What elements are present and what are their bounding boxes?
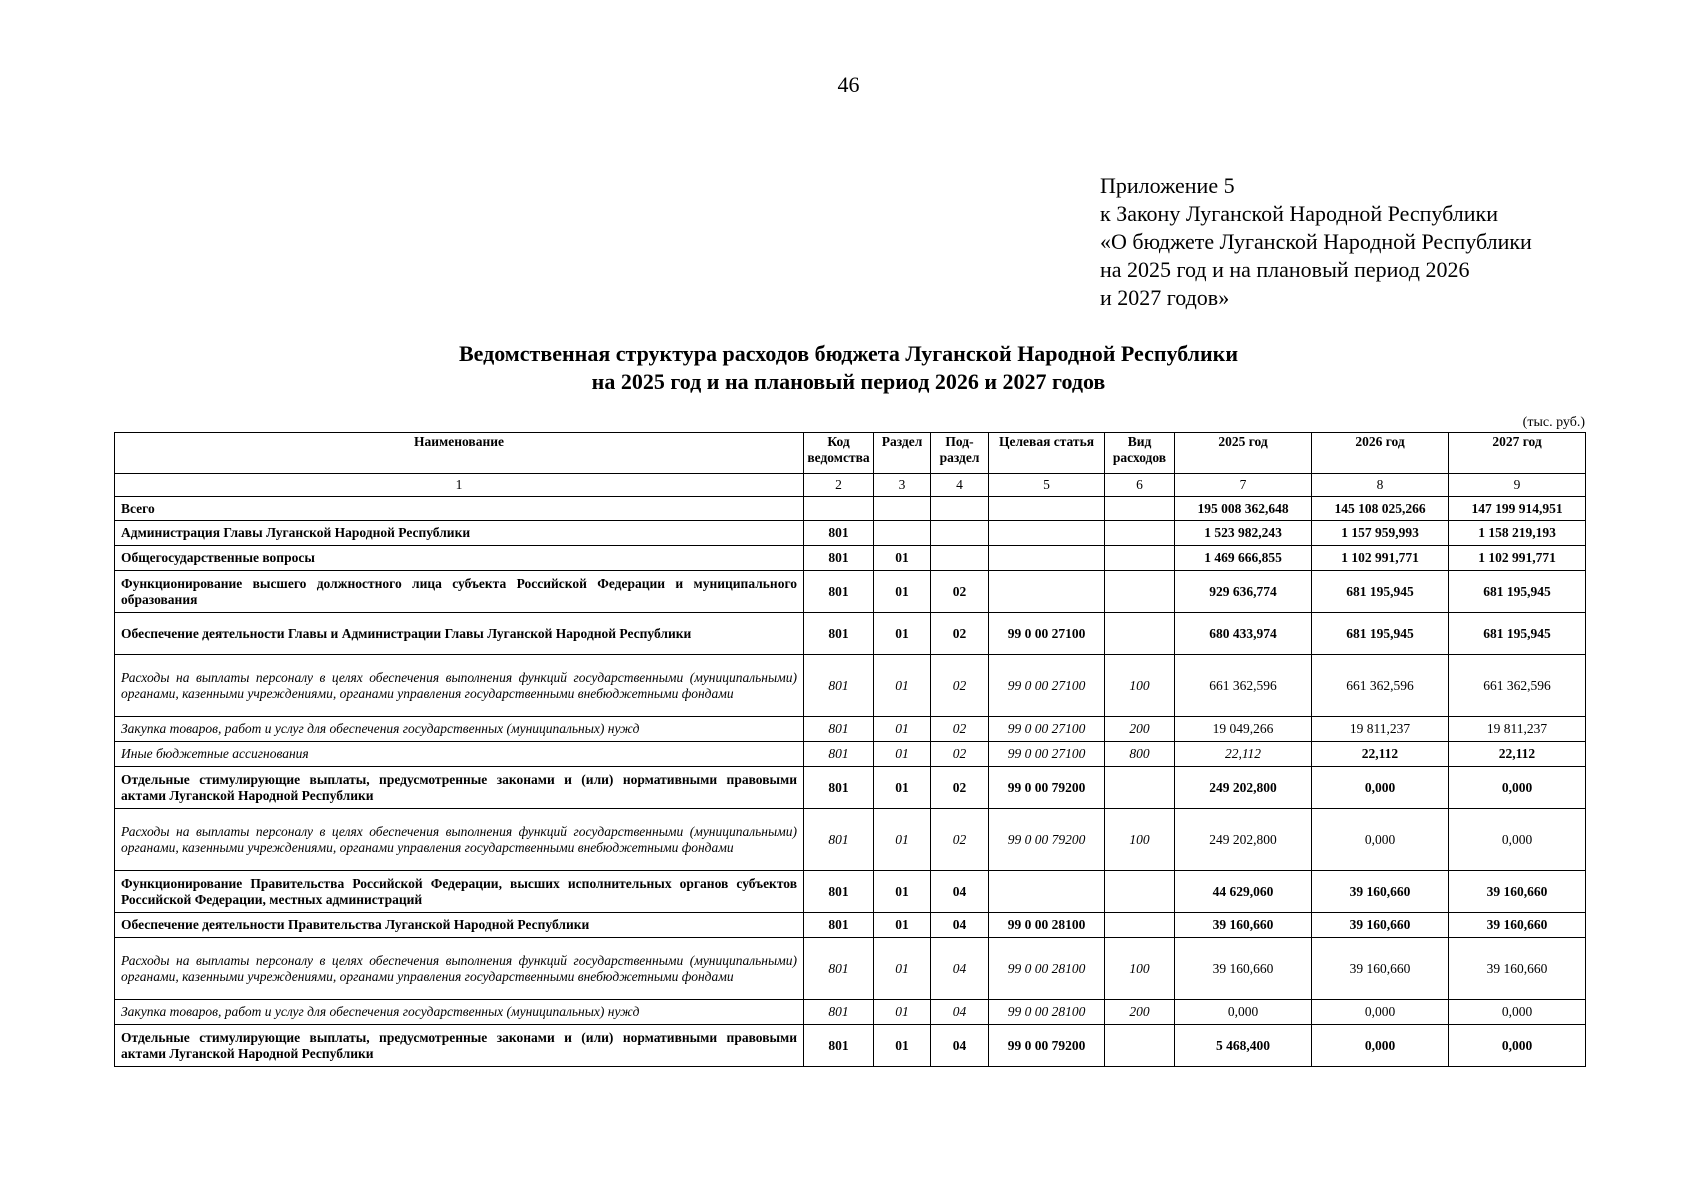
table-row [115, 497, 1586, 521]
row-2026: 39 160,660 [1312, 871, 1449, 913]
row-dept: 801 [804, 1000, 874, 1025]
title-line: Ведомственная структура расходов бюджета Луганской Народной Республики [458, 341, 1239, 366]
row-2025: 1 469 666,855 [1175, 546, 1312, 571]
table-row [115, 655, 1586, 717]
row-target: 99 0 00 79200 [989, 767, 1105, 809]
row-dept: 801 [804, 871, 874, 913]
row-subsection: 04 [931, 871, 989, 913]
row-2025: 661 362,596 [1175, 655, 1312, 717]
row-section: 01 [874, 871, 931, 913]
row-subsection [931, 497, 989, 521]
row-dept: 801 [804, 1025, 874, 1067]
row-dept: 801 [804, 742, 874, 767]
row-section: 01 [874, 571, 931, 613]
row-type: 800 [1105, 742, 1175, 767]
row-subsection: 04 [931, 1000, 989, 1025]
table-row [115, 1025, 1586, 1067]
row-2027: 0,000 [1449, 809, 1586, 871]
column-number: 3 [874, 474, 931, 497]
header-dept: Код ведомства [804, 433, 874, 474]
row-target [989, 871, 1105, 913]
row-name: Иные бюджетные ассигнования [115, 742, 804, 767]
row-target [989, 521, 1105, 546]
row-2027: 0,000 [1449, 1000, 1586, 1025]
row-subsection: 04 [931, 913, 989, 938]
row-type [1105, 767, 1175, 809]
row-2026: 145 108 025,266 [1312, 497, 1449, 521]
row-target: 99 0 00 27100 [989, 613, 1105, 655]
row-2027: 39 160,660 [1449, 871, 1586, 913]
table-row [115, 938, 1586, 1000]
row-subsection: 02 [931, 742, 989, 767]
appendix-line: «О бюджете Луганской Народной Республики [1100, 229, 1532, 254]
row-dept: 801 [804, 521, 874, 546]
row-2026: 0,000 [1312, 1025, 1449, 1067]
table-row [115, 767, 1586, 809]
table-row [115, 809, 1586, 871]
row-2027: 681 195,945 [1449, 613, 1586, 655]
row-type: 100 [1105, 809, 1175, 871]
units-label: (тыс. руб.) [1522, 415, 1585, 430]
row-2026: 661 362,596 [1312, 655, 1449, 717]
row-section: 01 [874, 809, 931, 871]
appendix-line: Приложение 5 [1100, 173, 1235, 198]
row-subsection: 02 [931, 809, 989, 871]
row-name: Обеспечение деятельности Главы и Администрации Главы Луганской Народной Республики [115, 613, 804, 655]
table-row [115, 1000, 1586, 1025]
row-section [874, 497, 931, 521]
row-2025: 929 636,774 [1175, 571, 1312, 613]
header-2025: 2025 год [1175, 433, 1312, 474]
row-2025: 39 160,660 [1175, 938, 1312, 1000]
row-type [1105, 1025, 1175, 1067]
row-target [989, 571, 1105, 613]
row-subsection: 02 [931, 613, 989, 655]
row-type [1105, 497, 1175, 521]
row-name: Функционирование Правительства Российской Федерации, высших исполнительных органов субъектов Российской Федерации, местных администраций [115, 871, 804, 913]
row-2025: 249 202,800 [1175, 809, 1312, 871]
row-subsection: 02 [931, 717, 989, 742]
table-row [115, 871, 1586, 913]
row-section: 01 [874, 767, 931, 809]
row-section: 01 [874, 742, 931, 767]
row-section: 01 [874, 613, 931, 655]
row-2026: 0,000 [1312, 1000, 1449, 1025]
page-number: 46 [837, 72, 860, 97]
row-2027: 19 811,237 [1449, 717, 1586, 742]
column-number: 7 [1175, 474, 1312, 497]
row-name: Закупка товаров, работ и услуг для обеспечения государственных (муниципальных) нужд [115, 717, 804, 742]
table-row [115, 571, 1586, 613]
row-2027: 1 158 219,193 [1449, 521, 1586, 546]
row-section: 01 [874, 546, 931, 571]
row-2026: 0,000 [1312, 809, 1449, 871]
table-row [115, 613, 1586, 655]
row-2025: 195 008 362,648 [1175, 497, 1312, 521]
row-target [989, 497, 1105, 521]
row-subsection: 02 [931, 767, 989, 809]
row-name: Расходы на выплаты персоналу в целях обеспечения выполнения функций государственными (муниципальными) органами, казенными учреждениями, органами управления государственными внебюджетными фондами [115, 938, 804, 1000]
row-subsection [931, 521, 989, 546]
row-type [1105, 871, 1175, 913]
row-2026: 681 195,945 [1312, 613, 1449, 655]
appendix-line: на 2025 год и на плановый период 2026 [1100, 257, 1470, 282]
row-dept: 801 [804, 938, 874, 1000]
header-type: Вид расходов [1105, 433, 1175, 474]
row-type [1105, 521, 1175, 546]
row-2026: 19 811,237 [1312, 717, 1449, 742]
row-section: 01 [874, 717, 931, 742]
header-target: Целевая статья [989, 433, 1105, 474]
row-target: 99 0 00 28100 [989, 913, 1105, 938]
header-2026: 2026 год [1312, 433, 1449, 474]
row-dept: 801 [804, 546, 874, 571]
row-2025: 249 202,800 [1175, 767, 1312, 809]
row-name: Расходы на выплаты персоналу в целях обеспечения выполнения функций государственными (муниципальными) органами, казенными учреждениями, органами управления государственными внебюджетными фондами [115, 655, 804, 717]
row-section: 01 [874, 1025, 931, 1067]
row-2027: 147 199 914,951 [1449, 497, 1586, 521]
table-row [115, 913, 1586, 938]
row-target: 99 0 00 27100 [989, 717, 1105, 742]
row-target: 99 0 00 28100 [989, 938, 1105, 1000]
column-number: 4 [931, 474, 989, 497]
row-target [989, 546, 1105, 571]
table-row [115, 717, 1586, 742]
row-name: Закупка товаров, работ и услуг для обеспечения государственных (муниципальных) нужд [115, 1000, 804, 1025]
row-dept: 801 [804, 571, 874, 613]
appendix-block [1100, 172, 1532, 312]
row-name: Отдельные стимулирующие выплаты, предусмотренные законами и (или) нормативными правовыми актами Луганской Народной Республики [115, 767, 804, 809]
row-type [1105, 913, 1175, 938]
row-dept: 801 [804, 767, 874, 809]
row-dept [804, 497, 874, 521]
column-number: 2 [804, 474, 874, 497]
row-2027: 0,000 [1449, 767, 1586, 809]
row-2025: 44 629,060 [1175, 871, 1312, 913]
row-type: 100 [1105, 655, 1175, 717]
header-subsection: Под-раздел [931, 433, 989, 474]
row-2026: 39 160,660 [1312, 913, 1449, 938]
row-target: 99 0 00 79200 [989, 809, 1105, 871]
row-type [1105, 613, 1175, 655]
row-2026: 1 102 991,771 [1312, 546, 1449, 571]
row-type: 200 [1105, 717, 1175, 742]
row-subsection: 04 [931, 1025, 989, 1067]
document-title [0, 340, 1697, 396]
row-2026: 22,112 [1312, 742, 1449, 767]
row-target: 99 0 00 79200 [989, 1025, 1105, 1067]
row-subsection: 02 [931, 571, 989, 613]
budget-table [114, 432, 1586, 1067]
row-subsection: 02 [931, 655, 989, 717]
row-2027: 39 160,660 [1449, 913, 1586, 938]
row-2027: 681 195,945 [1449, 571, 1586, 613]
column-number-row [115, 474, 1586, 497]
row-target: 99 0 00 27100 [989, 655, 1105, 717]
appendix-line: к Закону Луганской Народной Республики [1100, 201, 1498, 226]
column-number: 8 [1312, 474, 1449, 497]
row-2025: 5 468,400 [1175, 1025, 1312, 1067]
column-number: 6 [1105, 474, 1175, 497]
row-name: Отдельные стимулирующие выплаты, предусмотренные законами и (или) нормативными правовыми актами Луганской Народной Республики [115, 1025, 804, 1067]
row-target: 99 0 00 28100 [989, 1000, 1105, 1025]
row-2027: 1 102 991,771 [1449, 546, 1586, 571]
row-2025: 19 049,266 [1175, 717, 1312, 742]
row-2027: 0,000 [1449, 1025, 1586, 1067]
row-subsection: 04 [931, 938, 989, 1000]
row-dept: 801 [804, 913, 874, 938]
row-2027: 22,112 [1449, 742, 1586, 767]
row-name: Расходы на выплаты персоналу в целях обеспечения выполнения функций государственными (муниципальными) органами, казенными учреждениями, органами управления государственными внебюджетными фондами [115, 809, 804, 871]
table-row [115, 546, 1586, 571]
row-type: 100 [1105, 938, 1175, 1000]
header-row [115, 433, 1586, 474]
column-number: 5 [989, 474, 1105, 497]
row-2027: 661 362,596 [1449, 655, 1586, 717]
row-name: Всего [115, 497, 804, 521]
title-line: на 2025 год и на плановый период 2026 и 2027 годов [591, 369, 1106, 394]
column-number: 9 [1449, 474, 1586, 497]
row-name: Обеспечение деятельности Правительства Луганской Народной Республики [115, 913, 804, 938]
row-target: 99 0 00 27100 [989, 742, 1105, 767]
table-row [115, 521, 1586, 546]
row-2026: 1 157 959,993 [1312, 521, 1449, 546]
header-section: Раздел [874, 433, 931, 474]
row-type: 200 [1105, 1000, 1175, 1025]
row-2026: 39 160,660 [1312, 938, 1449, 1000]
row-2025: 680 433,974 [1175, 613, 1312, 655]
row-section: 01 [874, 913, 931, 938]
header-2027: 2027 год [1449, 433, 1586, 474]
row-2025: 0,000 [1175, 1000, 1312, 1025]
row-dept: 801 [804, 655, 874, 717]
row-section: 01 [874, 1000, 931, 1025]
row-dept: 801 [804, 717, 874, 742]
row-subsection [931, 546, 989, 571]
row-2026: 0,000 [1312, 767, 1449, 809]
row-dept: 801 [804, 809, 874, 871]
row-2025: 22,112 [1175, 742, 1312, 767]
row-section [874, 521, 931, 546]
row-name: Администрация Главы Луганской Народной Республики [115, 521, 804, 546]
header-name: Наименование [115, 433, 804, 474]
row-type [1105, 571, 1175, 613]
row-2026: 681 195,945 [1312, 571, 1449, 613]
column-number: 1 [115, 474, 804, 497]
row-section: 01 [874, 655, 931, 717]
row-2025: 39 160,660 [1175, 913, 1312, 938]
row-dept: 801 [804, 613, 874, 655]
table-row [115, 742, 1586, 767]
row-type [1105, 546, 1175, 571]
row-name: Функционирование высшего должностного лица субъекта Российской Федерации и муниципального образования [115, 571, 804, 613]
row-name: Общегосударственные вопросы [115, 546, 804, 571]
appendix-line: и 2027 годов» [1100, 285, 1230, 310]
row-2025: 1 523 982,243 [1175, 521, 1312, 546]
row-section: 01 [874, 938, 931, 1000]
row-2027: 39 160,660 [1449, 938, 1586, 1000]
